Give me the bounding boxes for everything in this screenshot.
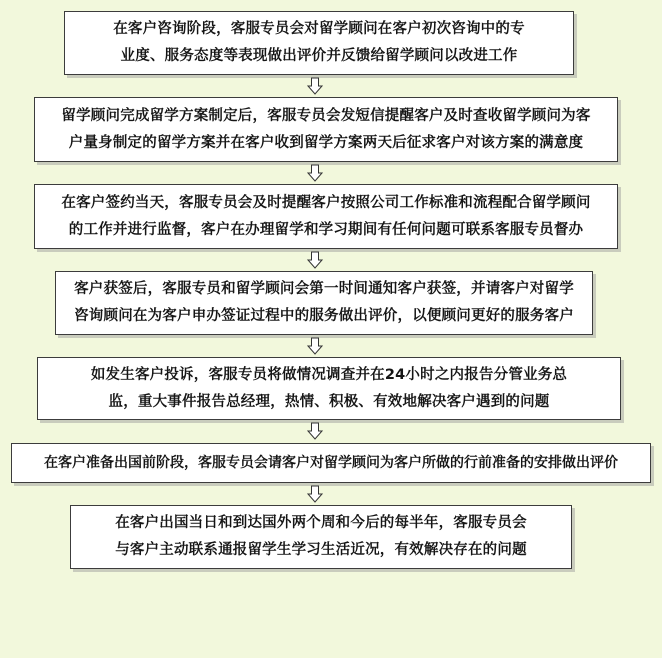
- flow-step-4: [55, 271, 593, 335]
- down-arrow-icon: [307, 337, 323, 355]
- down-arrow-icon: [307, 485, 323, 503]
- flow-step-3: [34, 184, 618, 249]
- step-7-line-2: 与客户主动联系通报留学生学习生活近况，有效解决存在的问题: [115, 542, 527, 558]
- step-5-line-1: 如发生客户投诉，客服专员将做情况调查并在24小时之内报告分管业务总: [90, 366, 568, 383]
- step-2-line-2: 户量身制定的留学方案并在客户收到留学方案两天后征求客户对该方案的满意度: [68, 134, 584, 151]
- down-arrow-icon: [307, 164, 323, 182]
- step-5-line-2: 监，重大事件报告总经理，热情、积极、有效地解决客户遇到的问题: [108, 393, 550, 410]
- step-1-line-1: 在客户咨询阶段，客服专员会对留学顾问在客户初次咨询中的专: [113, 21, 525, 37]
- step-4-line-1: 客户获签后，客服专员和留学顾问会第一时间通知客户获签，并请客户对留学: [74, 281, 574, 297]
- step-7-line-1: 在客户出国当日和到达国外两个周和今后的每半年，客服专员会: [115, 515, 527, 531]
- flow-step-2: [34, 97, 618, 162]
- flow-step-7: [70, 505, 572, 569]
- step-6-line-1: 在客户准备出国前阶段，客服专员会请客户对留学顾问为客户所做的行前准备的安排做出评价: [44, 454, 618, 471]
- flow-step-1: [64, 11, 574, 75]
- flow-step-5: [37, 357, 621, 420]
- step-1-line-2: 业度、服务态度等表现做出评价并反馈给留学顾问以改进工作: [120, 48, 518, 64]
- step-3-line-1: 在客户签约当天，客服专员会及时提醒客户按照公司工作标准和流程配合留学顾问: [61, 194, 591, 211]
- step-2-line-1: 留学顾问完成留学方案制定后，客服专员会发短信提醒客户及时查收留学顾问为客: [61, 107, 591, 124]
- down-arrow-icon: [307, 77, 323, 95]
- step-4-line-2: 咨询顾问在为客户申办签证过程中的服务做出评价，以便顾问更好的服务客户: [74, 308, 574, 324]
- down-arrow-icon: [307, 251, 323, 269]
- flow-step-6: [11, 443, 651, 483]
- step-3-line-2: 的工作并进行监督，客户在办理留学和学习期间有任何问题可联系客服专员督办: [68, 221, 584, 238]
- down-arrow-icon: [307, 422, 323, 440]
